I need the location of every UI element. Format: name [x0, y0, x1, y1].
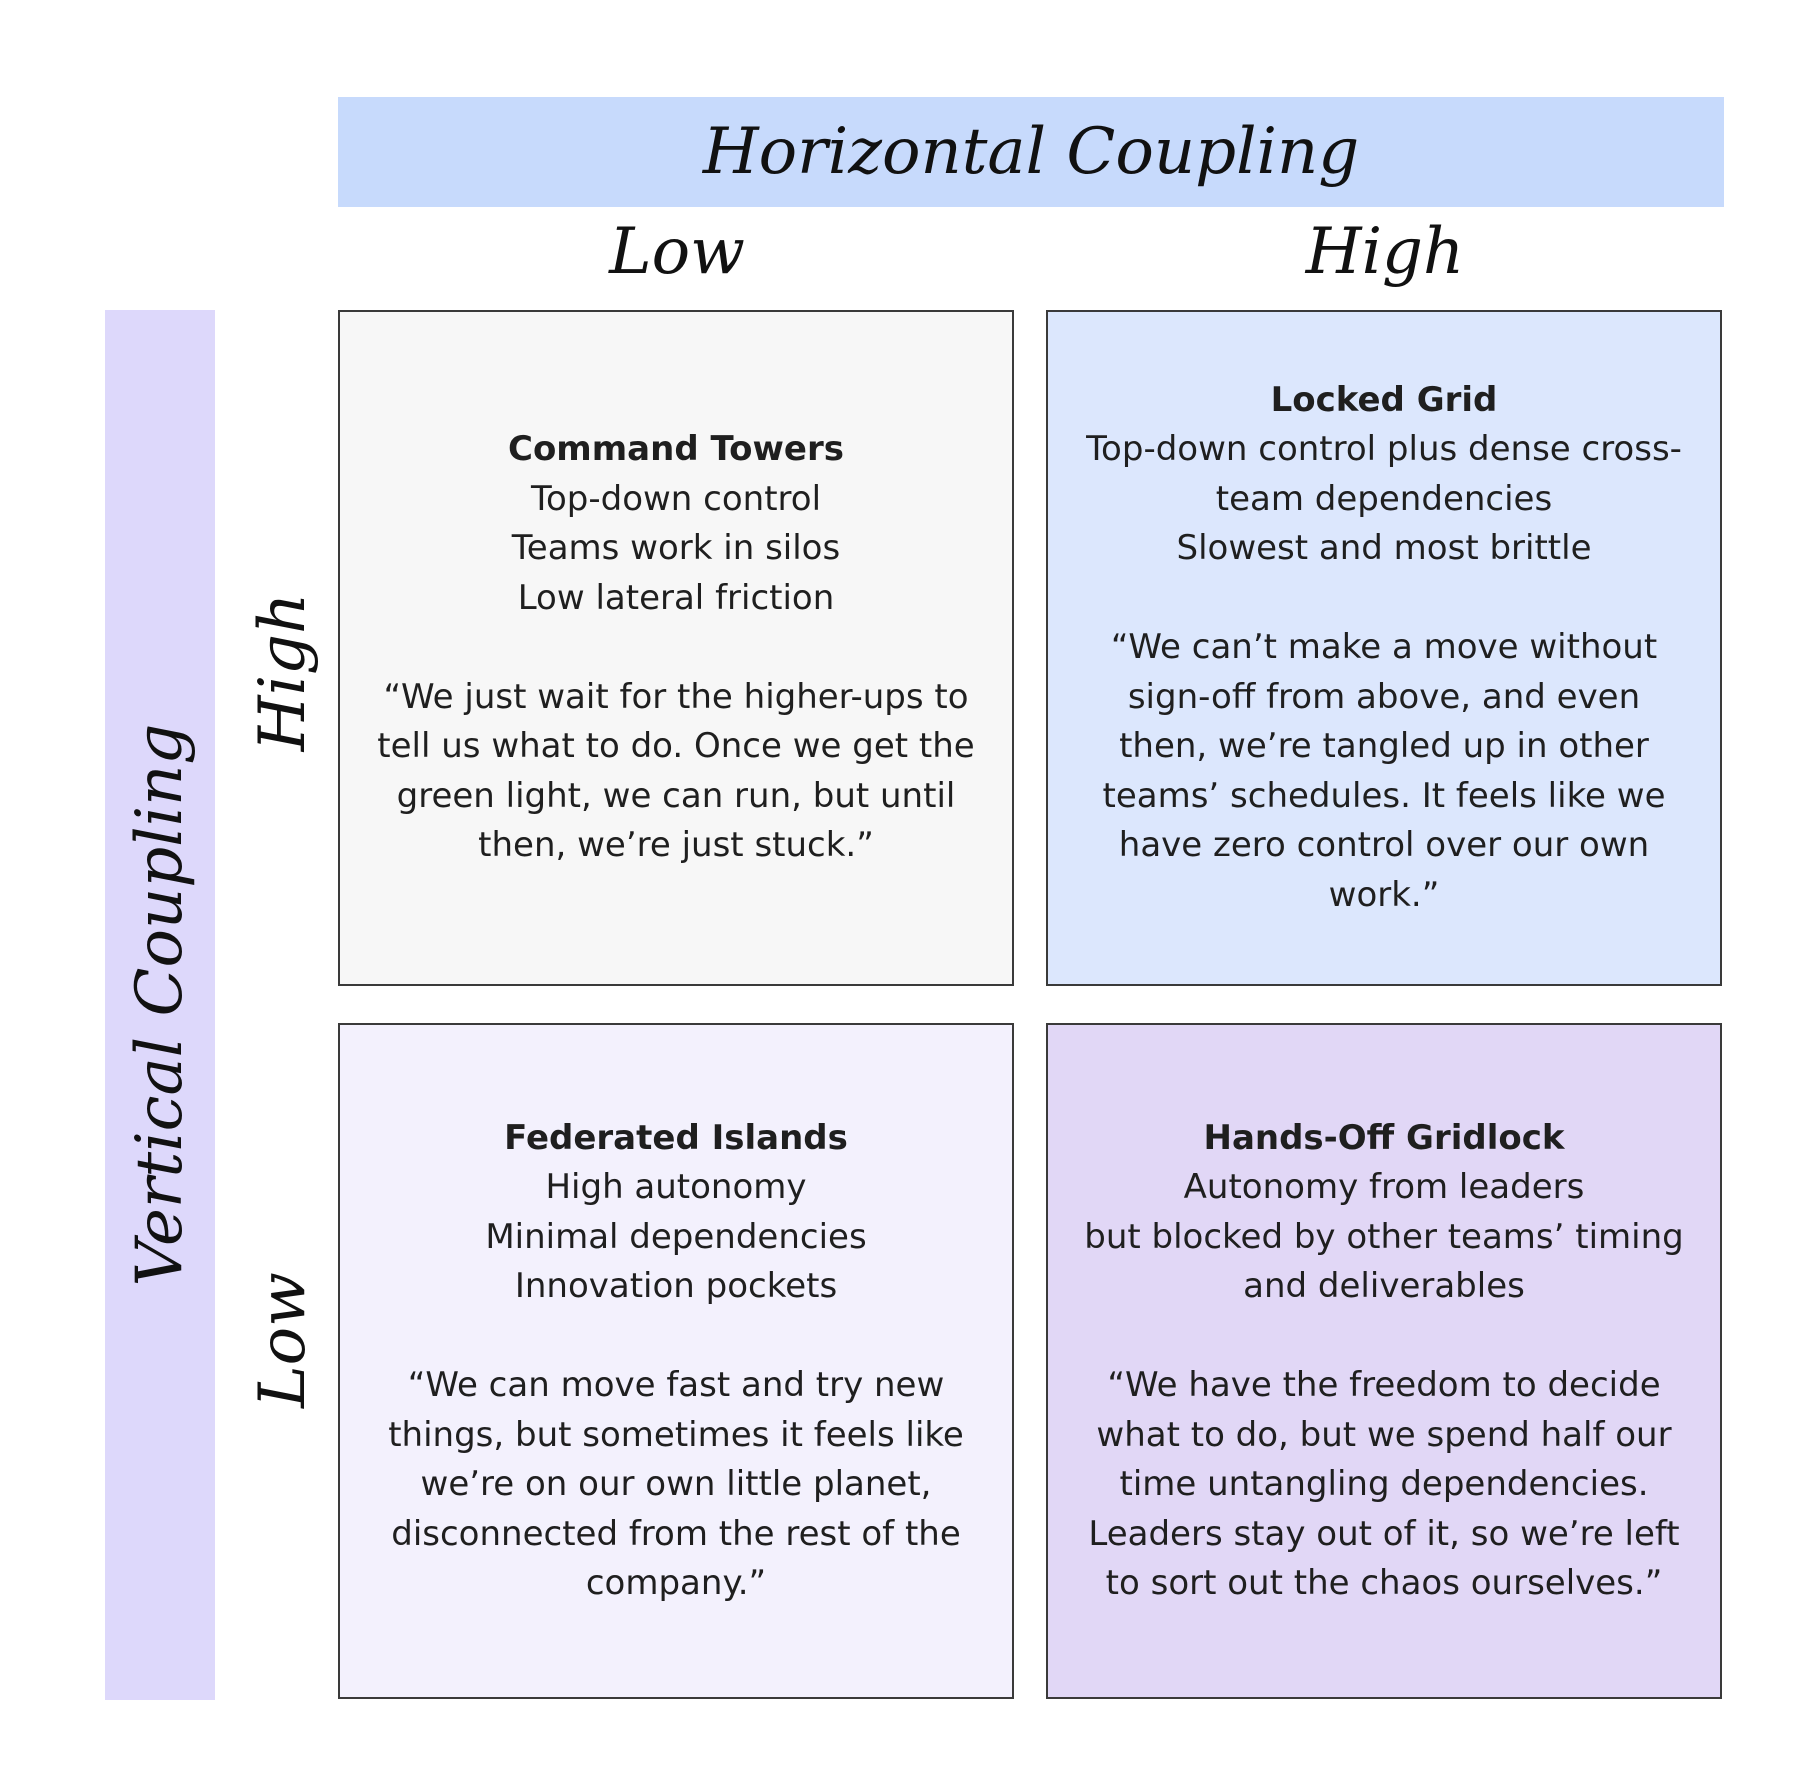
quadrant-title: Locked Grid: [1270, 379, 1498, 420]
quadrant-trait: Top-down control plus dense cross-team dependencies: [1086, 429, 1682, 519]
quadrant-quote: “We can move fast and try new things, but sometimes it feels like we’re on our own little planet, disconnected from the rest of the company.”: [388, 1365, 964, 1603]
quadrant-trait: Top-down control: [530, 478, 822, 519]
row-label-low: Low: [246, 1272, 320, 1408]
vertical-axis-banner: [105, 310, 215, 1700]
quadrant-trait: High autonomy: [545, 1167, 807, 1207]
quadrant-content: [374, 425, 978, 871]
quadrant-title: Federated Islands: [504, 1117, 848, 1158]
quadrant-content: [1082, 376, 1686, 921]
horizontal-axis-title: Horizontal Coupling: [702, 115, 1360, 189]
row-label-high: High: [246, 592, 320, 752]
quadrant-content: [1082, 1114, 1686, 1609]
quadrant-quote: “We just wait for the higher-ups to tell us what to do. Once we get the green light, we can run, but until then, we’re just stuck.”: [377, 676, 975, 866]
quadrant-trait: Innovation pockets: [514, 1266, 838, 1306]
quadrant-content: [374, 1114, 978, 1609]
quadrant-trait: Minimal dependencies: [485, 1216, 867, 1257]
quadrant-federated-islands: [338, 1023, 1014, 1699]
column-label-high: High: [1305, 215, 1465, 289]
quadrant-trait: Low lateral friction: [517, 577, 835, 618]
column-label-low: Low: [609, 215, 745, 289]
quadrant-quote: “We can’t make a move without sign-off from above, and even then, we’re tangled up in other teams’ schedules. It feels like we have zero control over our own work.”: [1102, 627, 1666, 915]
quadrant-trait: Autonomy from leaders: [1183, 1167, 1585, 1207]
quadrant-trait: Slowest and most brittle: [1176, 528, 1592, 569]
quadrant-title: Command Towers: [508, 429, 844, 470]
quadrant-locked-grid: [1046, 310, 1722, 986]
horizontal-axis-banner: [338, 97, 1724, 207]
quadrant-trait: Teams work in silos: [511, 528, 841, 569]
quadrant-quote: “We have the freedom to decide what to do, but we spend half our time untangling dependencies. Leaders stay out of it, so we’re left to sort out the chaos ourselves.”: [1088, 1365, 1680, 1603]
quadrant-command-towers: [338, 310, 1014, 986]
vertical-axis-title: Vertical Coupling: [123, 723, 197, 1287]
quadrant-hands-off-gridlock: [1046, 1023, 1722, 1699]
quadrant-title: Hands-Off Gridlock: [1203, 1117, 1565, 1158]
quadrant-trait: but blocked by other teams’ timing and deliverables: [1084, 1216, 1684, 1306]
